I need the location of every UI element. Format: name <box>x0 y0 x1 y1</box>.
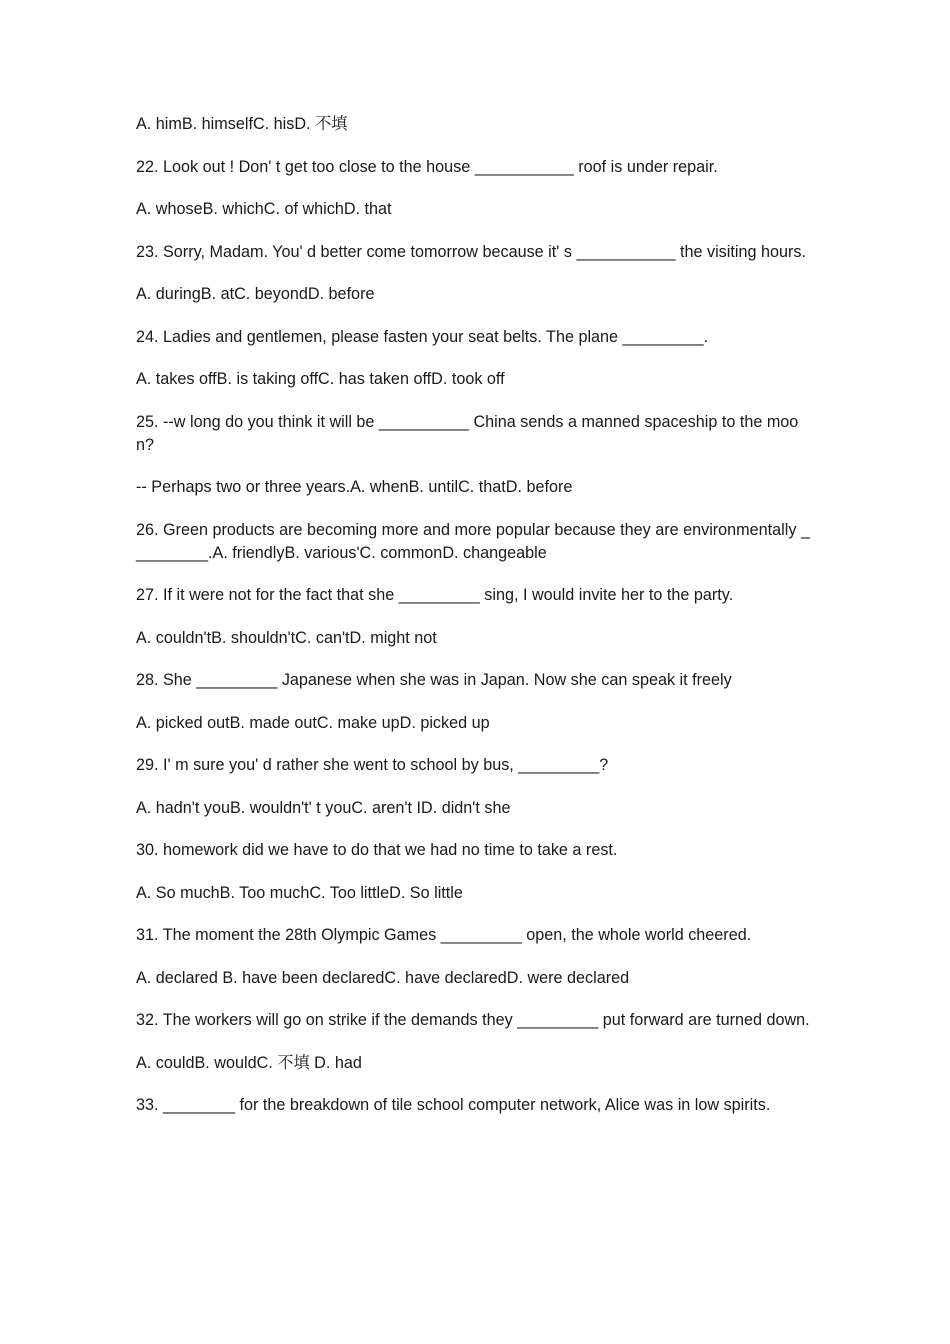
question-29: 29. I' m sure you' d rather she went to school by bus, _________? <box>136 756 609 774</box>
answer-options-29: A. hadn't youB. wouldn't' t youC. aren't ID. didn't she <box>136 798 511 817</box>
question-27: 27. If it were not for the fact that she _________ sing, I would invite her to the party. <box>136 586 734 604</box>
answer-options-31: A. declared B. have been declaredC. have declaredD. were declared <box>136 968 630 987</box>
question-23: 23. Sorry, Madam. You' d better come tomorrow because it' s ___________ the visiting hours. <box>136 242 806 261</box>
question-33: 33. ________ for the breakdown of tile school computer network, Alice was in low spirits. <box>136 1096 771 1114</box>
answer-options-21: A. himB. himselfC. hisD. 不填 <box>136 115 348 133</box>
document-page <box>136 113 814 1137</box>
question-22: 22. Look out ! Don' t get too close to the house ___________ roof is under repair. <box>136 157 718 176</box>
question-31: 31. The moment the 28th Olympic Games _________ open, the whole world cheered. <box>136 926 752 944</box>
answer-options-28: A. picked outB. made outC. make upD. picked up <box>136 713 490 732</box>
question-32: 32. The workers will go on strike if the demands they _________ put forward are turned down. <box>136 1011 810 1029</box>
question-25: 25. --w long do you think it will be __________ China sends a manned spaceship to the moon? <box>136 412 799 454</box>
answer-options-25: -- Perhaps two or three years.A. whenB. untilC. thatD. before <box>136 478 573 496</box>
answer-options-30: A. So muchB. Too muchC. Too littleD. So little <box>136 883 463 902</box>
answer-options-24: A. takes offB. is taking offC. has taken offD. took off <box>136 370 505 388</box>
question-30: 30. homework did we have to do that we had no time to take a rest. <box>136 841 618 859</box>
answer-options-23: A. duringB. atC. beyondD. before <box>136 285 375 303</box>
answer-options-32: A. couldB. wouldC. 不填 D. had <box>136 1053 362 1072</box>
question-24: 24. Ladies and gentlemen, please fasten your seat belts. The plane _________. <box>136 327 709 346</box>
answer-options-22: A. whoseB. whichC. of whichD. that <box>136 200 392 218</box>
question-28: 28. She _________ Japanese when she was in Japan. Now she can speak it freely <box>136 671 732 689</box>
answer-options-27: A. couldn'tB. shouldn'tC. can'tD. might not <box>136 628 437 647</box>
question-26: 26. Green products are becoming more and more popular because they are environmentally _________.A. friendlyB. various'C. commonD. changeable <box>136 520 810 562</box>
